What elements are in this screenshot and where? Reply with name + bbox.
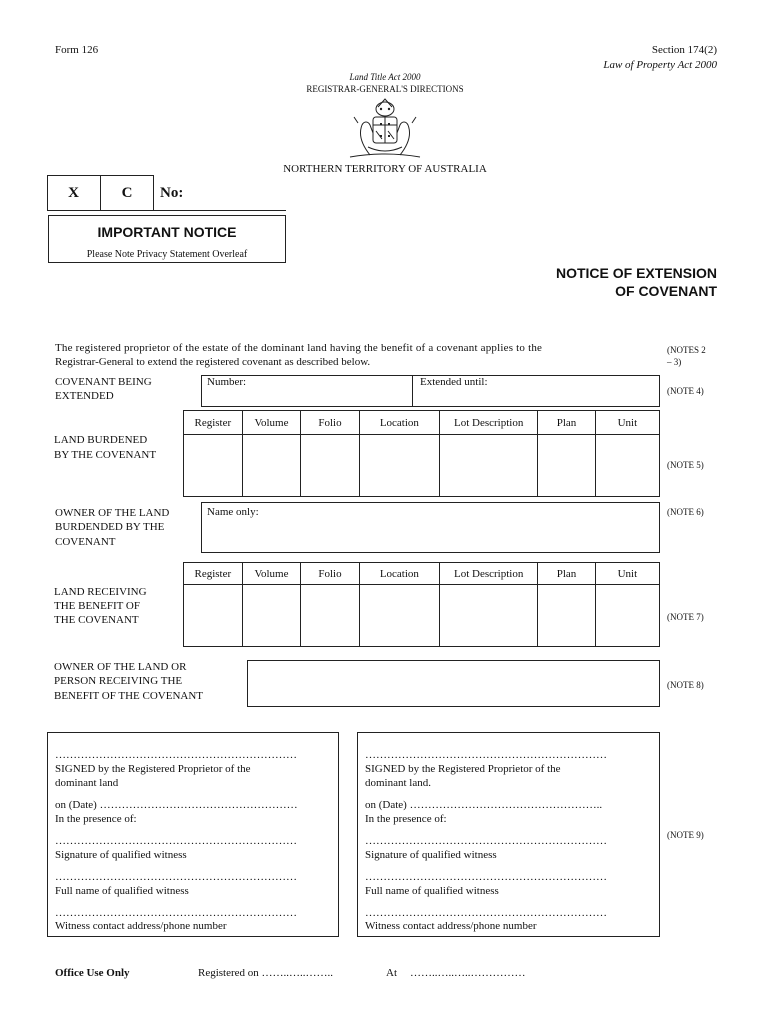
document-title-line1: NOTICE OF EXTENSION [555,265,717,281]
land-burdened-table [183,410,660,497]
col-folio: Folio [301,411,359,435]
important-notice-title: IMPORTANT NOTICE [97,224,237,240]
receiving-label-2: THE BENEFIT OF [54,600,140,612]
owner-receiving-label-2: PERSON RECEIVING THE [54,675,183,687]
burdened-plan-cell[interactable] [538,435,595,497]
left-presence-text: In the presence of: [55,813,137,825]
right-signed-text-2: dominant land. [365,777,431,789]
intro-note: (NOTES 2 [667,345,706,355]
col-register: Register [184,563,243,585]
burdened-label-2: BY THE COVENANT [54,449,157,461]
col-unit: Unit [595,563,659,585]
at-label: At [386,967,397,979]
left-date-field[interactable]: on (Date) ……………………………………………… [55,799,298,811]
right-date-field[interactable]: on (Date) …………………………………………….. [365,799,603,811]
owner-burdened-label-3: COVENANT [55,536,116,548]
act-reference: Law of Property Act 2000 [603,59,717,71]
right-signed-text-1: SIGNED by the Registered Proprietor of the [365,763,561,775]
left-witness-name-line[interactable]: ………………………………………………………… [55,871,297,883]
registered-on-field[interactable]: Registered on ……..…..…….. [198,967,334,979]
right-witness-name-line[interactable]: ………………………………………………………… [365,871,607,883]
number-box-x: X [68,185,79,201]
col-lot-description: Lot Description [440,563,538,585]
section-ref: Section 174(2) [651,44,717,56]
owner-receiving-note: (NOTE 8) [667,680,704,690]
left-witness-contact-label: Witness contact address/phone number [55,920,227,932]
right-presence-text: In the presence of: [365,813,447,825]
col-folio: Folio [301,563,359,585]
receiving-lot-cell[interactable] [440,585,538,647]
burdened-unit-cell[interactable] [595,435,659,497]
burdened-label-1: LAND BURDENED [54,434,148,446]
col-volume: Volume [242,563,301,585]
privacy-note: Please Note Privacy Statement Overleaf [86,249,248,260]
document-title-line2: OF COVENANT [615,283,717,299]
office-use-label: Office Use Only [55,967,130,979]
directions-heading: REGISTRAR-GENERAL'S DIRECTIONS [306,84,464,94]
covenant-number-label: Number: [207,376,247,388]
owner-receiving-field[interactable] [247,660,660,707]
number-box-underline [154,210,286,211]
left-signed-text-2: dominant land [55,777,119,789]
territory-heading: NORTHERN TERRITORY OF AUSTRALIA [283,163,487,175]
covenant-label-2: EXTENDED [55,390,114,402]
left-signature-line[interactable]: ………………………………………………………… [55,749,297,761]
owner-receiving-label-3: BENEFIT OF THE COVENANT [54,690,204,702]
col-plan: Plan [538,411,595,435]
receiving-folio-cell[interactable] [301,585,359,647]
intro-text-line2: Registrar-General to extend the registered covenant as described below. [55,356,371,368]
right-witness-signature-label: Signature of qualified witness [365,849,497,861]
form-number: Form 126 [55,44,99,56]
covenant-note: (NOTE 4) [667,386,704,396]
owner-burdened-name-label: Name only: [207,506,259,518]
covenant-label-1: COVENANT BEING [55,376,152,388]
burdened-register-cell[interactable] [184,435,243,497]
receiving-volume-cell[interactable] [242,585,301,647]
coat-of-arms-emblem [340,95,430,161]
left-witness-signature-label: Signature of qualified witness [55,849,187,861]
col-volume: Volume [242,411,301,435]
left-witness-name-label: Full name of qualified witness [55,885,189,897]
receiving-location-cell[interactable] [359,585,439,647]
col-lot-description: Lot Description [440,411,538,435]
left-witness-contact-line[interactable]: ………………………………………………………… [55,907,297,919]
owner-receiving-label-1: OWNER OF THE LAND OR [54,661,187,673]
owner-burdened-label-1: OWNER OF THE LAND [55,507,170,519]
land-receiving-table [183,562,660,647]
burdened-lot-cell[interactable] [440,435,538,497]
col-location: Location [359,563,439,585]
right-witness-name-label: Full name of qualified witness [365,885,499,897]
burdened-volume-cell[interactable] [242,435,301,497]
signatures-note: (NOTE 9) [667,830,704,840]
owner-burdened-note: (NOTE 6) [667,507,704,517]
receiving-plan-cell[interactable] [538,585,595,647]
land-title-act: Land Title Act 2000 [349,72,421,82]
col-plan: Plan [538,563,595,585]
right-witness-contact-line[interactable]: ………………………………………………………… [365,907,607,919]
covenant-extended-label: Extended until: [420,376,488,388]
owner-burdened-label-2: BURDENDED BY THE [55,521,165,533]
receiving-register-cell[interactable] [184,585,243,647]
burdened-note: (NOTE 5) [667,460,704,470]
right-signature-line[interactable]: ………………………………………………………… [365,749,607,761]
right-witness-contact-label: Witness contact address/phone number [365,920,537,932]
at-field[interactable]: ……..…..…..…………… [410,967,526,979]
intro-note-cont: – 3) [667,357,682,367]
receiving-label-1: LAND RECEIVING [54,586,147,598]
burdened-folio-cell[interactable] [301,435,359,497]
receiving-unit-cell[interactable] [595,585,659,647]
col-unit: Unit [595,411,659,435]
receiving-label-3: THE COVENANT [54,614,139,626]
number-box-no-label: No: [160,185,184,201]
owner-burdened-name-field[interactable] [201,502,660,553]
intro-text-line1: The registered proprietor of the estate of the dominant land having the benefit of a covenant applies to the [55,342,543,354]
col-location: Location [359,411,439,435]
left-signed-text-1: SIGNED by the Registered Proprietor of the [55,763,251,775]
number-box-c: C [121,185,133,201]
receiving-note: (NOTE 7) [667,612,704,622]
burdened-location-cell[interactable] [359,435,439,497]
left-witness-signature-line[interactable]: ………………………………………………………… [55,835,297,847]
col-register: Register [184,411,243,435]
right-witness-signature-line[interactable]: ………………………………………………………… [365,835,607,847]
